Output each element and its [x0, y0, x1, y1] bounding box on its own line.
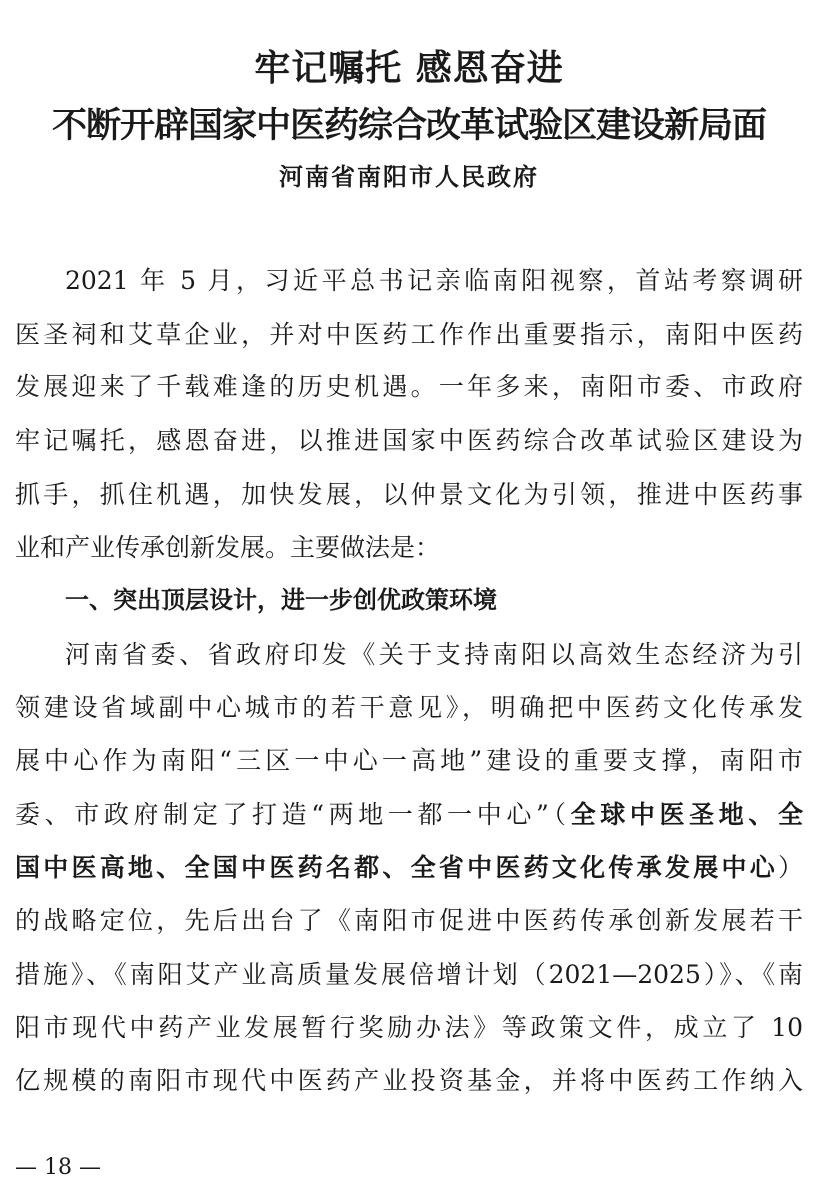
- paragraph-2-line-5: [15, 853, 803, 883]
- paragraph-1-line-6: 业和产业传承创新发展。主要做法是：: [15, 533, 441, 562]
- page-number: — 18 —: [15, 1155, 101, 1180]
- author-line: 河南省南阳市人民政府: [279, 163, 539, 191]
- paragraph-1-line-1: 2021 年 5 月，习近平总书记亲临南阳视察，首站考察调研: [65, 266, 803, 295]
- paragraph-1-line-2: 医圣祠和艾草企业，并对中医药工作作出重要指示，南阳中医药: [15, 320, 803, 349]
- paragraph-2-line-8: 阳市现代中药产业发展暂行奖励办法》等政策文件，成立了 10: [15, 1013, 803, 1042]
- paragraph-1-line-4: 牢记嘱托，感恩奋进，以推进国家中医药综合改革试验区建设为: [15, 426, 803, 455]
- title-line-2: 不断开辟国家中医药综合改革试验区建设新局面: [51, 106, 766, 146]
- paragraph-2-line-4-text: 委、市政府制定了打造“两地一都一中心”（: [15, 800, 571, 829]
- paragraph-2-line-7: 措施》、《南阳艾产业高质量发展倍增计划（2021—2025）》、《南: [15, 960, 803, 989]
- paragraph-2-line-6: 的战略定位，先后出台了《南阳市促进中医药传承创新发展若干: [15, 906, 803, 935]
- bold-positioning-start: 全球中医圣地、全: [570, 800, 803, 829]
- bold-positioning-end: 国中医高地、全国中医药名都、全省中医药文化传承发展中心: [15, 853, 778, 882]
- paragraph-2-line-9: 亿规模的南阳市现代中医药产业投资基金，并将中医药工作纳入: [15, 1066, 803, 1095]
- paragraph-2-line-2: 领建设省域副中心城市的若干意见》，明确把中医药文化传承发: [15, 693, 803, 722]
- paragraph-2-line-4: [15, 800, 803, 830]
- paragraph-2-line-1: 河南省委、省政府印发《关于支持南阳以高效生态经济为引: [65, 640, 803, 669]
- paragraph-1-line-5: 抓手，抓住机遇，加快发展，以仲景文化为引领，推进中医药事: [15, 480, 803, 509]
- closing-paren: ）: [777, 853, 803, 882]
- paragraph-2-line-3: 展中心作为南阳“三区一中心一高地”建设的重要支撑，南阳市: [15, 746, 803, 775]
- section-heading-1: 一、突出顶层设计，进一步创优政策环境: [65, 586, 497, 614]
- paragraph-1-line-3: 发展迎来了千载难逢的历史机遇。一年多来，南阳市委、市政府: [15, 372, 803, 401]
- title-line-1: 牢记嘱托 感恩奋进: [254, 48, 564, 89]
